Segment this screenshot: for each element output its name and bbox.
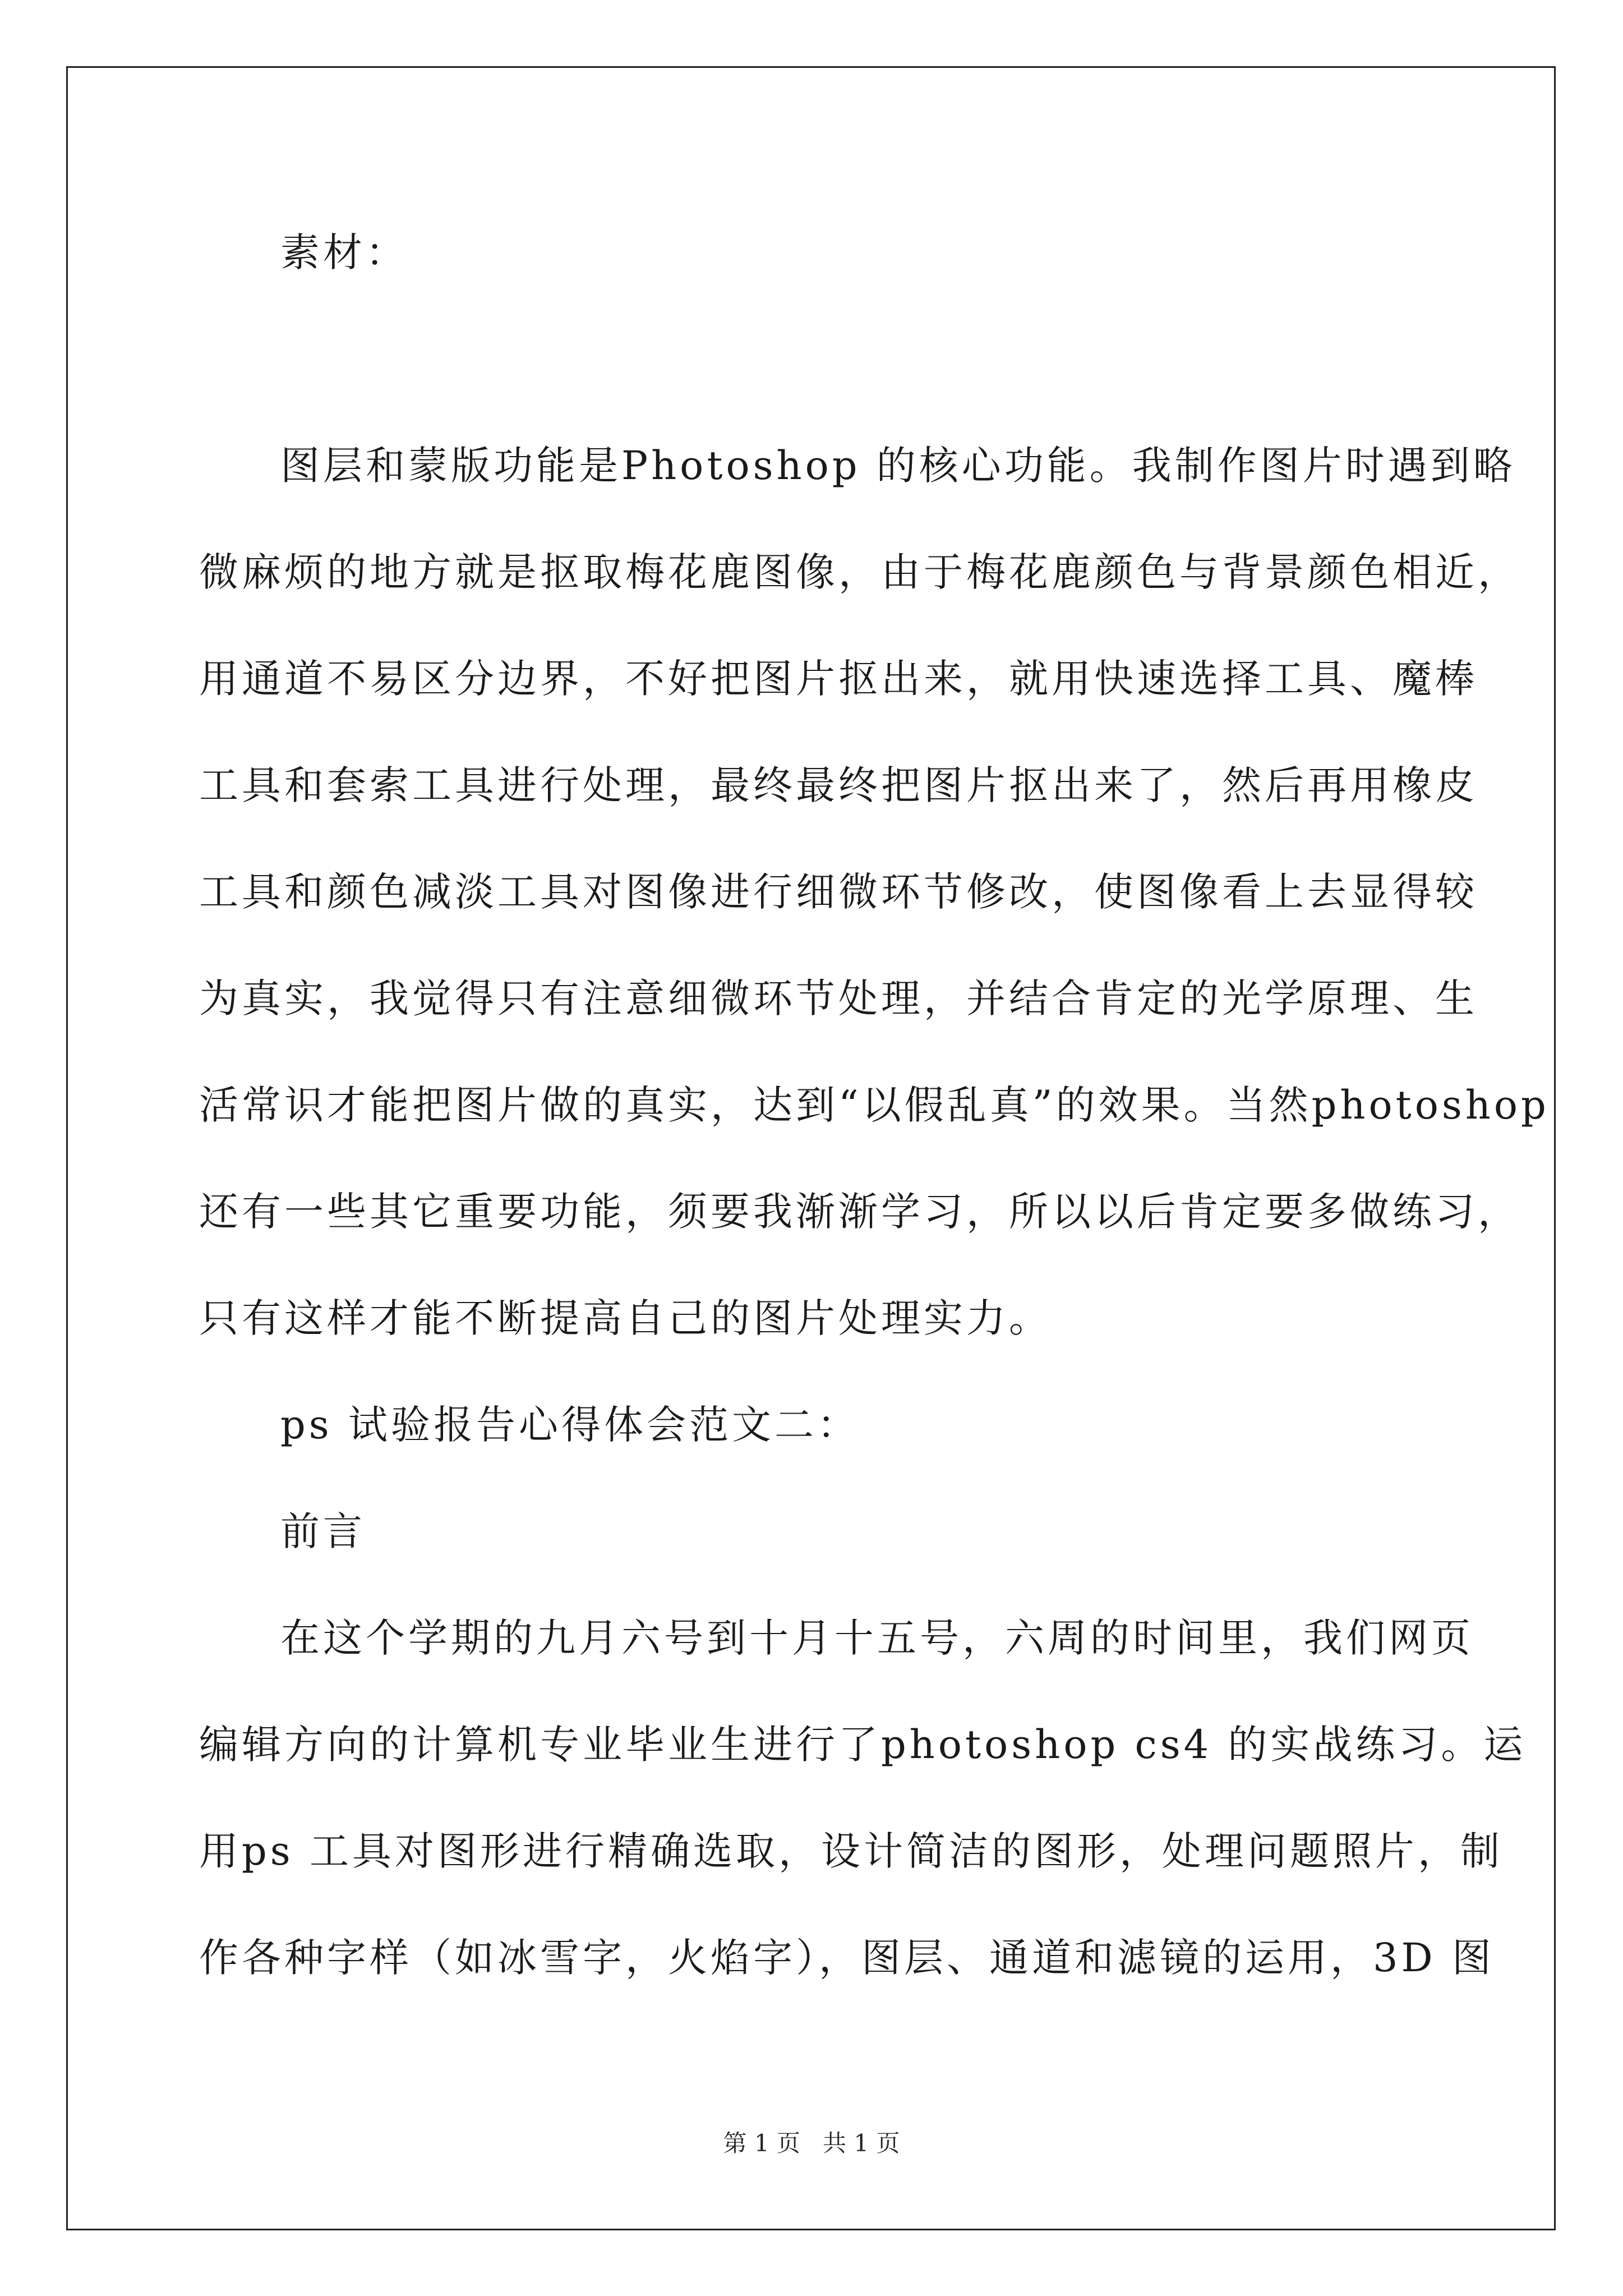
text-line: 图层和蒙版功能是Photoshop 的核心功能。我制作图片时遇到略 [280, 443, 1516, 489]
text-line: 微麻烦的地方就是抠取梅花鹿图像，由于梅花鹿颜色与背景颜色相近， [199, 549, 1520, 595]
text-line: 作各种字样（如冰雪字，火焰字），图层、通道和滤镜的运用，3D 图 [199, 1935, 1495, 1981]
text-line-heading-material: 素材： [280, 229, 408, 275]
text-line: 活常识才能把图片做的真实，达到“以假乱真”的效果。当然photoshop [199, 1082, 1550, 1128]
section-heading-preface: 前言 [280, 1508, 366, 1554]
text-line: 为真实，我觉得只有注意细微环节处理，并结合肯定的光学原理、生 [199, 976, 1478, 1022]
text-line: 编辑方向的计算机专业毕业生进行了photoshop cs4 的实战练习。运 [199, 1722, 1527, 1768]
text-line: 只有这样才能不断提高自己的图片处理实力。 [199, 1295, 1052, 1341]
text-line: 工具和颜色减淡工具对图像进行细微环节修改，使图像看上去显得较 [199, 869, 1478, 915]
text-line: 工具和套索工具进行处理，最终最终把图片抠出来了，然后再用橡皮 [199, 762, 1478, 808]
page-frame [66, 66, 1556, 2230]
text-line: 在这个学期的九月六号到十月十五号，六周的时间里，我们网页 [280, 1615, 1474, 1661]
page-number-footer: 第 1 页 共 1 页 [723, 2129, 900, 2157]
section-heading-essay-two: ps 试验报告心得体会范文二： [280, 1402, 860, 1448]
text-line: 用通道不易区分边界，不好把图片抠出来，就用快速选择工具、魔棒 [199, 656, 1478, 702]
text-line: 还有一些其它重要功能，须要我渐渐学习，所以以后肯定要多做练习， [199, 1189, 1520, 1235]
text-line: 用ps 工具对图形进行精确选取，设计简洁的图形，处理问题照片，制 [199, 1828, 1503, 1874]
